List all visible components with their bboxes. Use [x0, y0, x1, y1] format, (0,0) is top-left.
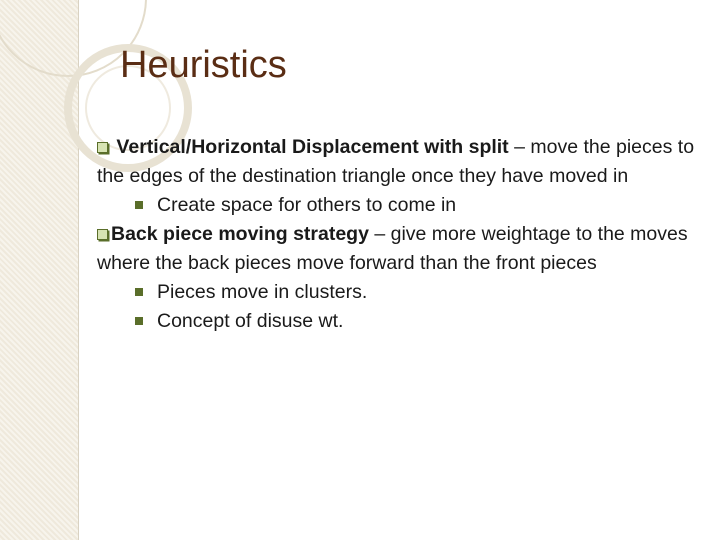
bullet-paragraph-2: [97, 220, 697, 278]
hollow-square-bullet-icon: [97, 142, 108, 153]
sub-bullet-2-2-text: Concept of disuse wt.: [157, 310, 344, 332]
sub-bullet-2-2: [97, 307, 697, 336]
solid-square-bullet-icon: [135, 288, 143, 296]
sub-bullet-1-1: [97, 191, 697, 220]
slide-title: Heuristics: [120, 44, 287, 86]
solid-square-bullet-icon: [135, 317, 143, 325]
sub-bullet-1-1-text: Create space for others to come in: [157, 194, 457, 216]
solid-square-bullet-icon: [135, 201, 143, 209]
sub-bullet-2-1: [97, 278, 697, 307]
slide-body: [97, 133, 697, 336]
bullet-2-text: – give more weightage to the moves where the back pieces move forward than the front pieces: [97, 223, 688, 274]
bullet-1-lead: Vertical/Horizontal Displacement with split: [116, 136, 509, 158]
bullet-paragraph-1: [97, 133, 697, 191]
bullet-1-text: – move the pieces to the edges of the destination triangle once they have moved in: [97, 136, 695, 187]
hollow-square-bullet-icon: [97, 229, 108, 240]
bullet-2-lead: Back piece moving strategy: [111, 223, 369, 245]
sub-bullet-2-1-text: Pieces move in clusters.: [157, 281, 368, 303]
decorative-side-band: [0, 0, 79, 540]
